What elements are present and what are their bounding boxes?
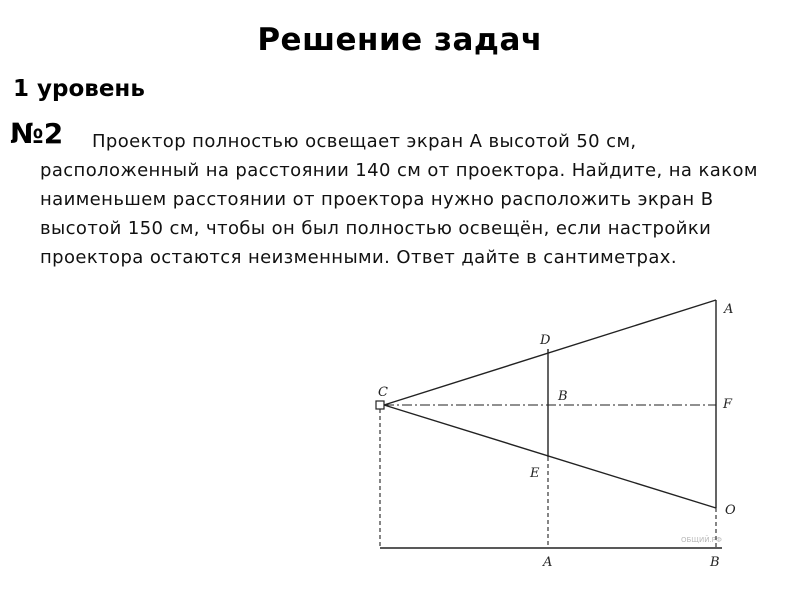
label-d: D [540, 333, 551, 348]
projector-point-box [376, 401, 384, 409]
problem-number: №2 [10, 117, 64, 150]
label-a-bottom: A [543, 555, 553, 570]
label-a-top: A [724, 302, 734, 317]
label-o: O [725, 503, 736, 518]
label-b: B [558, 389, 568, 404]
label-b-bottom: B [710, 555, 720, 570]
label-e: E [530, 466, 540, 481]
upper-ray [384, 300, 716, 405]
problem-statement: Проектор полностью освещает экран А высотой 50 см, расположенный на расстоянии 140 см от проектора. Найдите, на каком наименьшем расстоянии от проектора нужно расположить экран В высотой 150 см, чтобы он был полностью освещён, если настройки проектора остаются неизменными. Ответ дайте в сантиметрах. [40, 131, 758, 268]
level-heading: 1 уровень [13, 76, 145, 102]
lower-ray [384, 405, 716, 508]
label-f: F [723, 397, 733, 412]
label-c: C [378, 385, 388, 400]
watermark: ОБЩИЙ.РФ [681, 536, 722, 544]
page-title: Решение задач [257, 22, 543, 58]
